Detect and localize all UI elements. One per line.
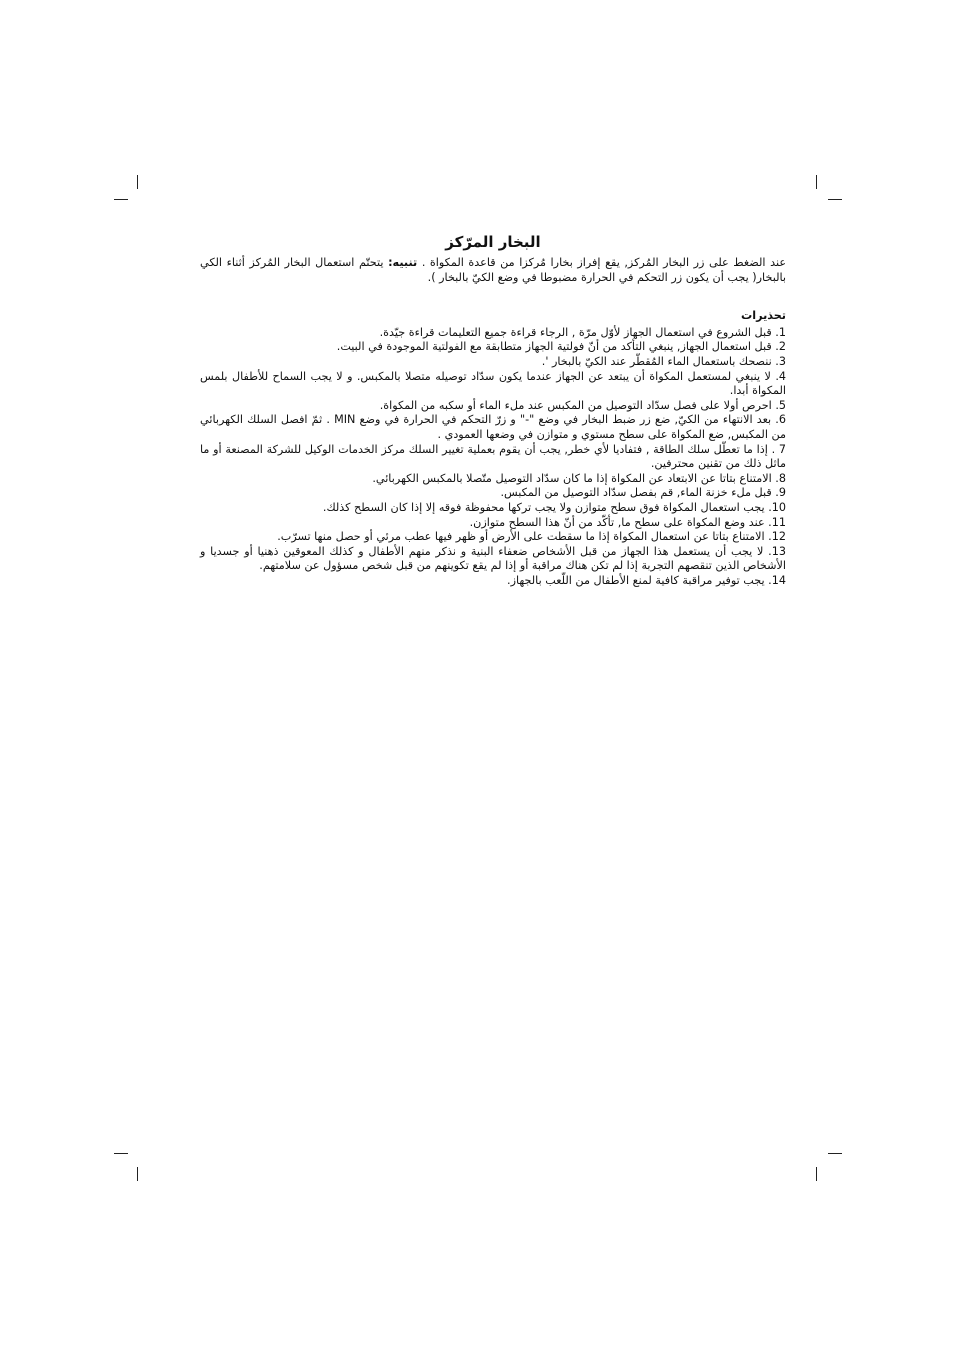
warning-item: 9. قبل ملء خزنة الماء, قم بفصل سدّاد التوصيل من المكبس. [500,486,786,500]
crop-mark-top-right-horizontal [828,199,842,200]
warning-item: 11. عند وضع المكواة على سطح ما, تأكّد من أنّ هذا السطح متوازن. [469,515,786,529]
warning-item: 8. الامتناع بتاتا عن الابتعاد عن المكواة إذا ما كان سدّاد التوصيل متّصلا بالمكبس الكهربائي. [372,471,786,485]
document-page [200,232,786,588]
crop-mark-bottom-right-vertical [816,1167,817,1181]
section-title: البخار المرّكز [445,233,541,251]
warning-item: 4. لا ينبغي لمستعمل المكواة أن يبتعد عن الجهاز عندما يكون سدّاد توصيله متصلا بالمكبس. و لا يجب السماح للأطفال بلمس المكواة أبدا. [200,369,786,398]
warnings-list [200,326,786,589]
warning-item: 2. قبل استعمال الجهاز, ينبغي التأكد من أنّ فولتية الجهاز متطابقة مع الفولتية الموجودة في البيت. [336,340,786,354]
crop-mark-bottom-right-horizontal [828,1153,842,1154]
warning-item: 7 . إذا ما تعطّل سلك الطاقة , فتفاديا لأي خطر, يجب أن يقوم بعملية تغيير السلك مركز الخدمات الوكيل للشركة المصنعة أو ما ماثل ذلك من تقنين محترفين. [200,442,786,471]
warning-item: 3. ننصحك باستعمال الماء المُقطّر عند الكيّ بالبخار '. [541,354,786,368]
crop-mark-bottom-left-vertical [137,1167,138,1181]
crop-mark-top-left-vertical [137,175,138,189]
warning-item: 12. الامتناع بتاتا عن استعمال المكواة إذا ما سقطت على الأرض أو ظهر فيها عطب مرئي أو حصل منها تسرّب. [277,530,786,544]
crop-mark-bottom-left-horizontal [114,1153,128,1154]
intro-paragraph [200,256,786,285]
crop-mark-top-right-vertical [816,175,817,189]
crop-mark-top-left-horizontal [114,199,128,200]
warning-item: 13. لا يجب أن يستعمل هذا الجهاز من قبل الأشخاص ضعفاء البنية و نذكر منهم الأطفال و كذلك المعوقين ذهنيا أو جسديا و الأشخاص الذين تنقصهم التجربة إذا لم تكن هناك مراقبة أو إذا لم يقع تكوينهم من قبل شخص مسؤول عن سلامتهم. [200,544,786,573]
warning-item: 6. بعد الانتهاء من الكيّ, ضع زر ضبط البخار في وضع "-" و زرّ التحكم في الحرارة في وضع MIN . ثمّ افصل السلك الكهربائي من المكبس, ضع المكواة على سطح مستوي و متوازن في وضعها العمودي . [200,413,786,441]
intro-text: عند الضغط على زر البخار المُركز, يقع إفراز بخارا مُركزا من قاعدة المكواة . [421,256,787,269]
caution-label: تنبيه: [388,256,418,269]
warning-item: 14. يجب توفير مراقبة كافية لمنع الأطفال من اللّعب بالجهاز. [507,573,786,587]
warning-item: 10. يجب استعمال المكواة فوق سطح متوازن ولا يجب تركها محفوظة فوقه إلا إذا كان السطح كذلك. [322,500,786,514]
caution-text: يتحتّم استعمال البخار المُركز أثناء الكي بالبخار( يجب أن يكون زر التحكم في الحرارة مضبوطا في وضع الكيّ بالبخار ). [200,256,786,284]
warning-item: 5. احرص أولا على فصل سدّاد التوصيل من المكبس عند ملء الماء أو سكبه من المكواة. [379,398,786,412]
warnings-heading: تحذيرات [741,309,786,323]
warning-item: 1. قبل الشروع في استعمال الجهاز لأوّل مرّة , الرجاء قراءة جميع التعليمات قراءة جيّدة. [379,325,786,339]
